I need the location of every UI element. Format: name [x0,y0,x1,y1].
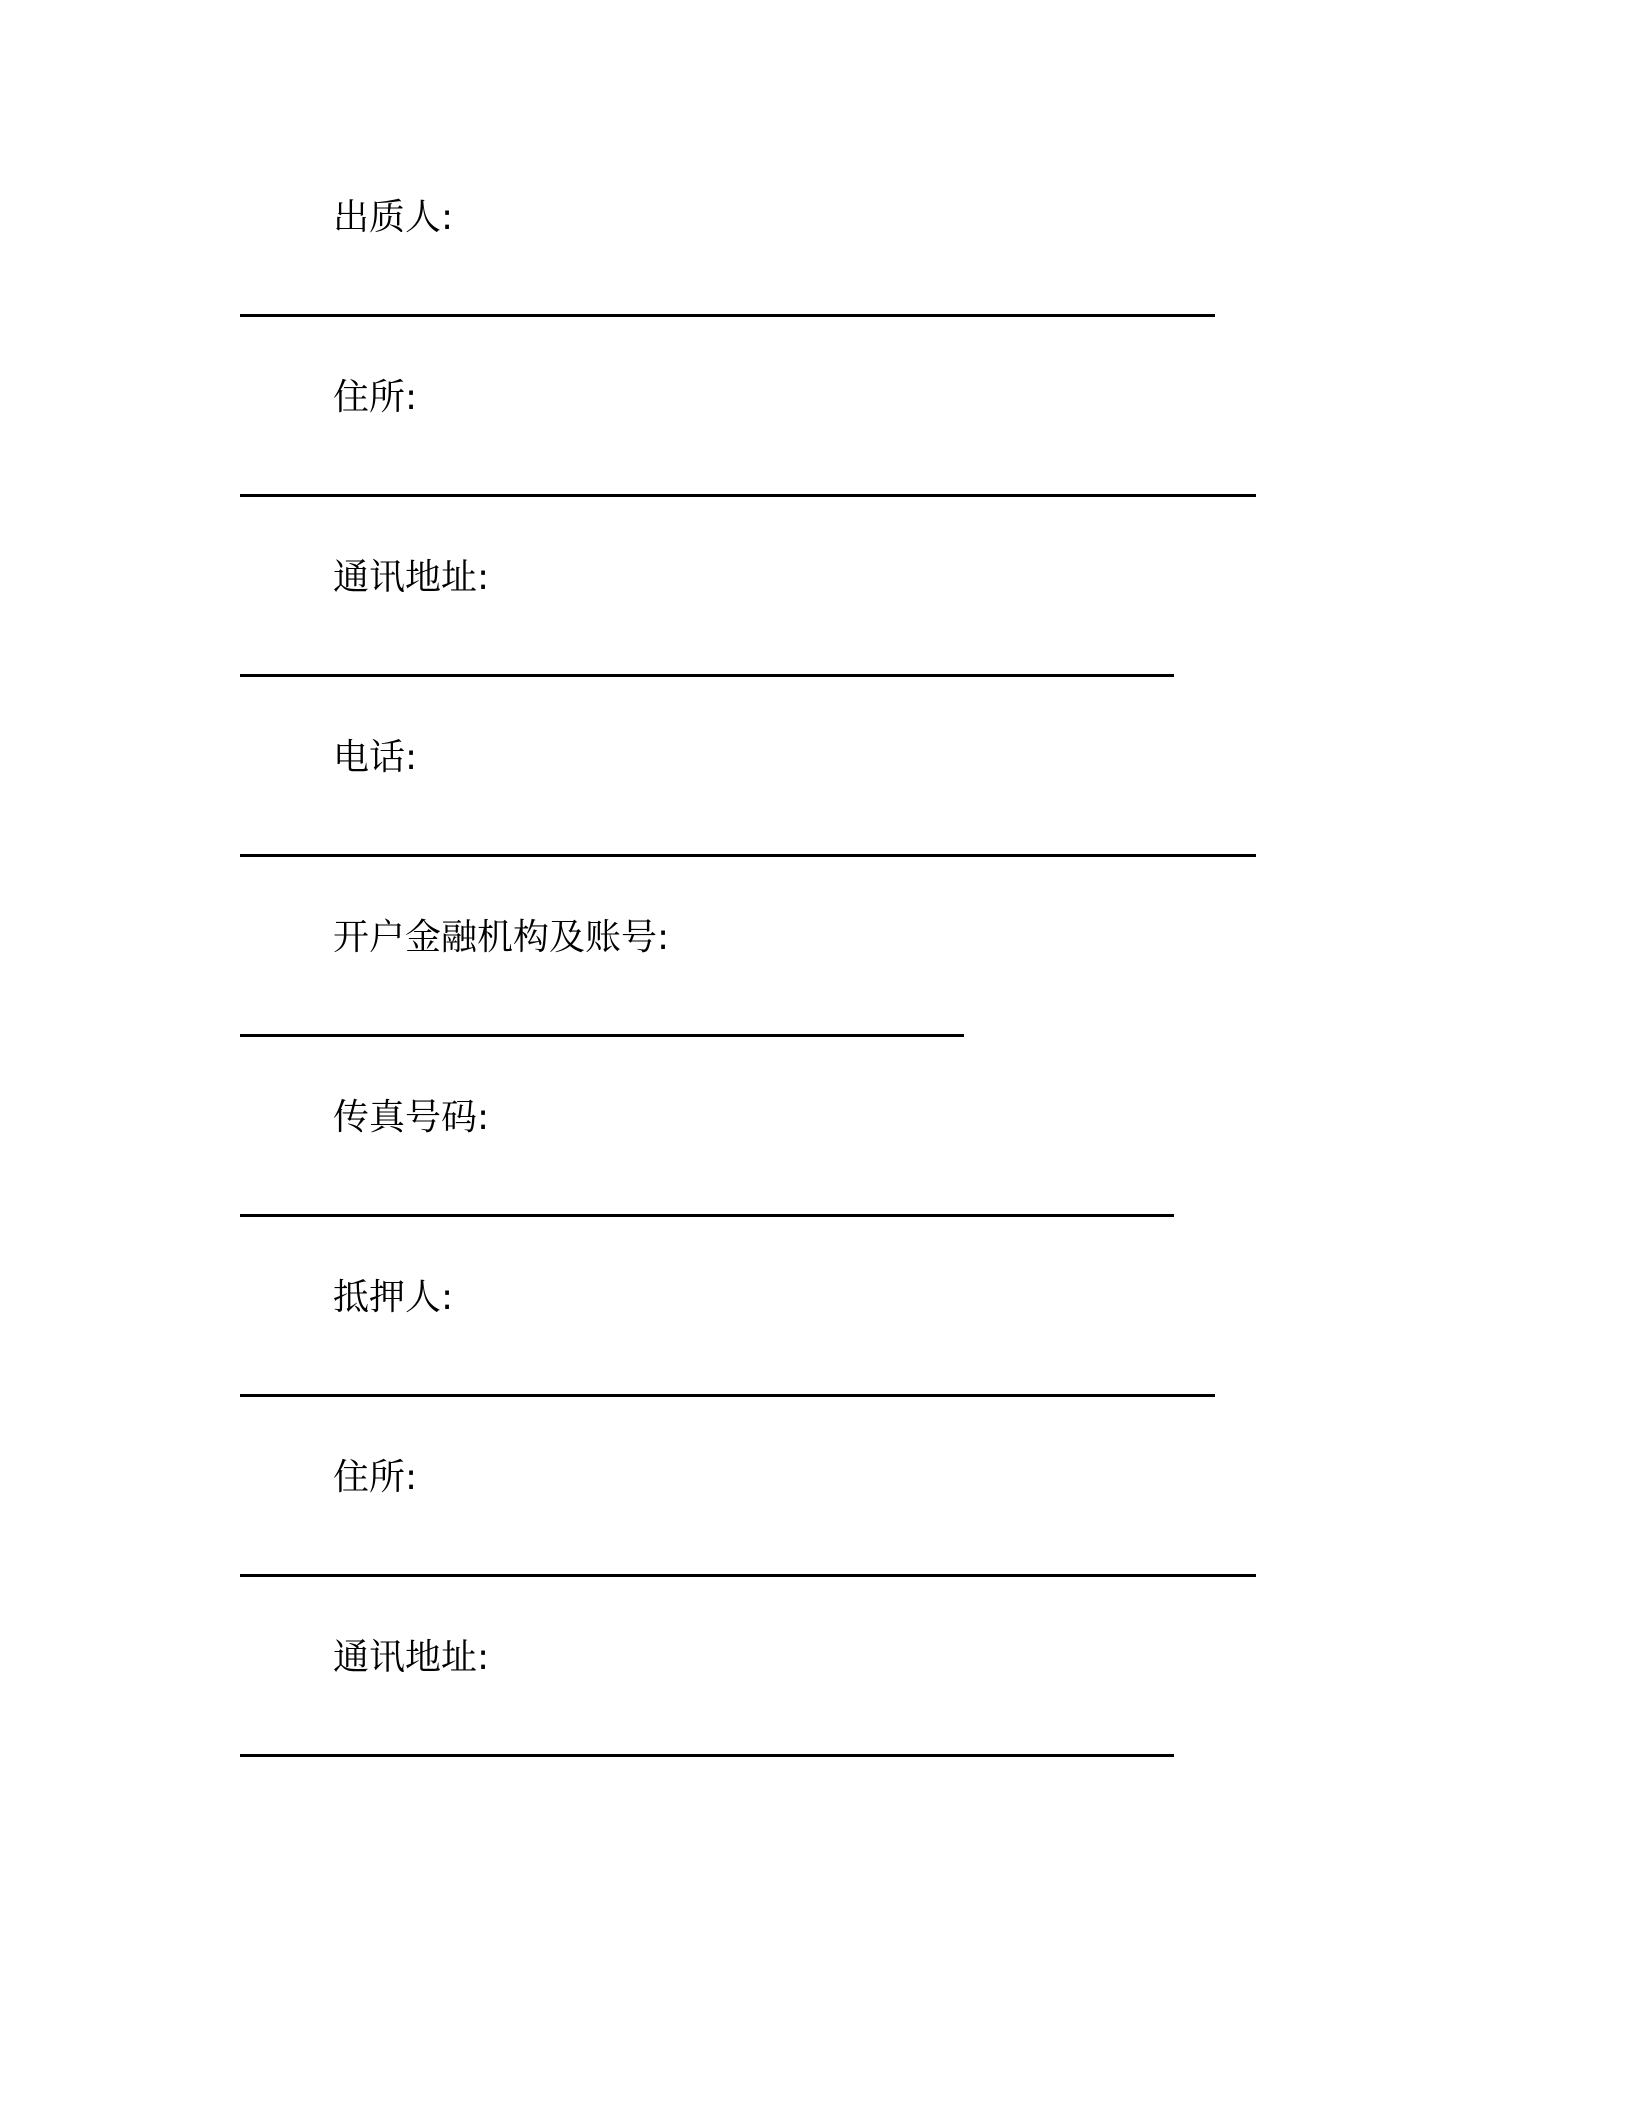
pledgor-domicile-blank-line [240,494,1256,497]
pledgor-phone-label: 电话: [333,737,418,778]
pledgor-bank-account-label: 开户金融机构及账号: [333,917,670,958]
mortgagor-domicile-blank-line [240,1574,1256,1577]
pledgor-phone-blank-line [240,854,1256,857]
pledgor-domicile-label: 住所: [333,377,418,418]
mortgagor-domicile-label: 住所: [333,1457,418,1498]
pledgor-label: 出质人: [333,197,454,238]
pledgor-mailing-address-blank-line [240,674,1174,677]
mortgagor-blank-line [240,1394,1215,1397]
pledgor-fax-label: 传真号码: [333,1097,490,1138]
mortgagor-mailing-address-blank-line [240,1754,1174,1757]
pledgor-bank-account-blank-line [240,1034,964,1037]
mortgagor-mailing-address-label: 通讯地址: [333,1637,490,1678]
pledgor-mailing-address-label: 通讯地址: [333,557,490,598]
pledgor-fax-blank-line [240,1214,1174,1217]
pledgor-blank-line [240,314,1215,317]
mortgagor-label: 抵押人: [333,1277,454,1318]
